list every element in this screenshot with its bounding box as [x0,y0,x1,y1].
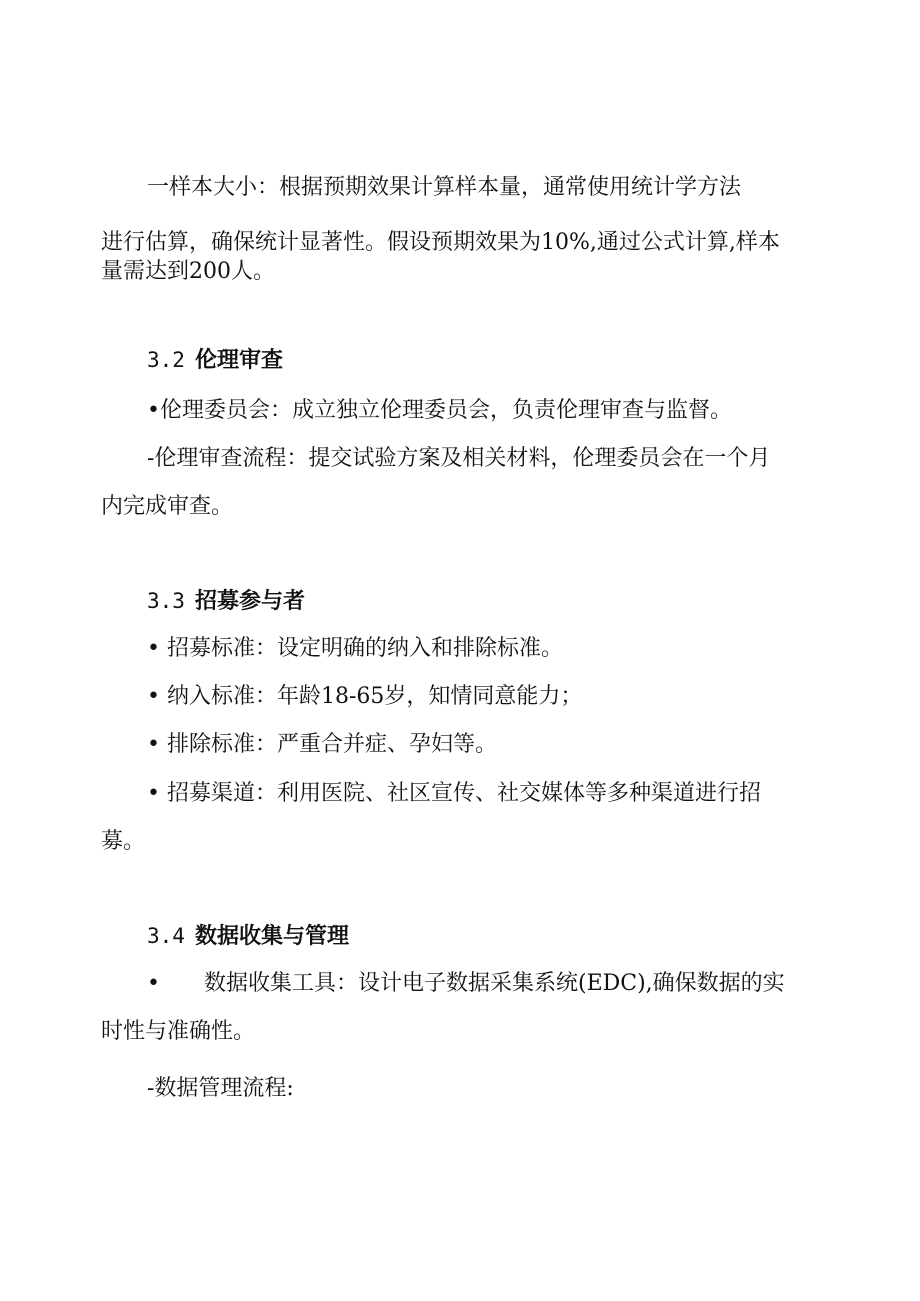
section-title: 数据收集与管理 [194,923,349,949]
recruitment-inclusion-line: • 纳入标准：年龄18-65岁，知情同意能力； [147,684,583,709]
section-heading-recruitment [147,586,305,616]
recruitment-channels-line-1: • 招募渠道：利用医院、社区宣传、社交媒体等多种渠道进行招 [147,781,761,806]
section-number: 3.2 [147,348,185,372]
sample-size-line-2: 进行估算，确保统计显著性。假设预期效果为10%,通过公式计算,样本 [101,230,780,255]
section-number: 3.4 [147,924,185,948]
ethics-process-line-2: 内完成审查。 [101,494,234,519]
sample-size-line-1: 一样本大小：根据预期效果计算样本量，通常使用统计学方法 [147,175,742,200]
section-title: 招募参与者 [194,588,305,614]
section-title: 伦理审查 [194,347,283,373]
sample-size-line-3: 量需达到200人。 [101,259,275,284]
ethics-process-line-1: -伦理审查流程：提交试验方案及相关材料，伦理委员会在一个月 [147,446,771,471]
recruitment-channels-line-2: 募。 [101,829,146,854]
bullet-marker: • [147,971,160,996]
data-management-line: -数据管理流程: [147,1076,294,1101]
section-number: 3.3 [147,589,185,613]
recruitment-criteria-line: • 招募标准：设定明确的纳入和排除标准。 [147,636,563,661]
data-tool-line-2: 时性与准确性。 [101,1019,256,1044]
section-heading-ethics [147,345,283,375]
recruitment-exclusion-line: • 排除标准：严重合并症、孕妇等。 [147,732,497,757]
data-tool-line-1 [147,969,785,999]
ethics-committee-line: •伦理委员会：成立独立伦理委员会，负责伦理审查与监督。 [147,398,732,423]
section-heading-data [147,921,349,951]
data-tool-text: 数据收集工具：设计电子数据采集系统(EDC),确保数据的实 [203,971,785,996]
